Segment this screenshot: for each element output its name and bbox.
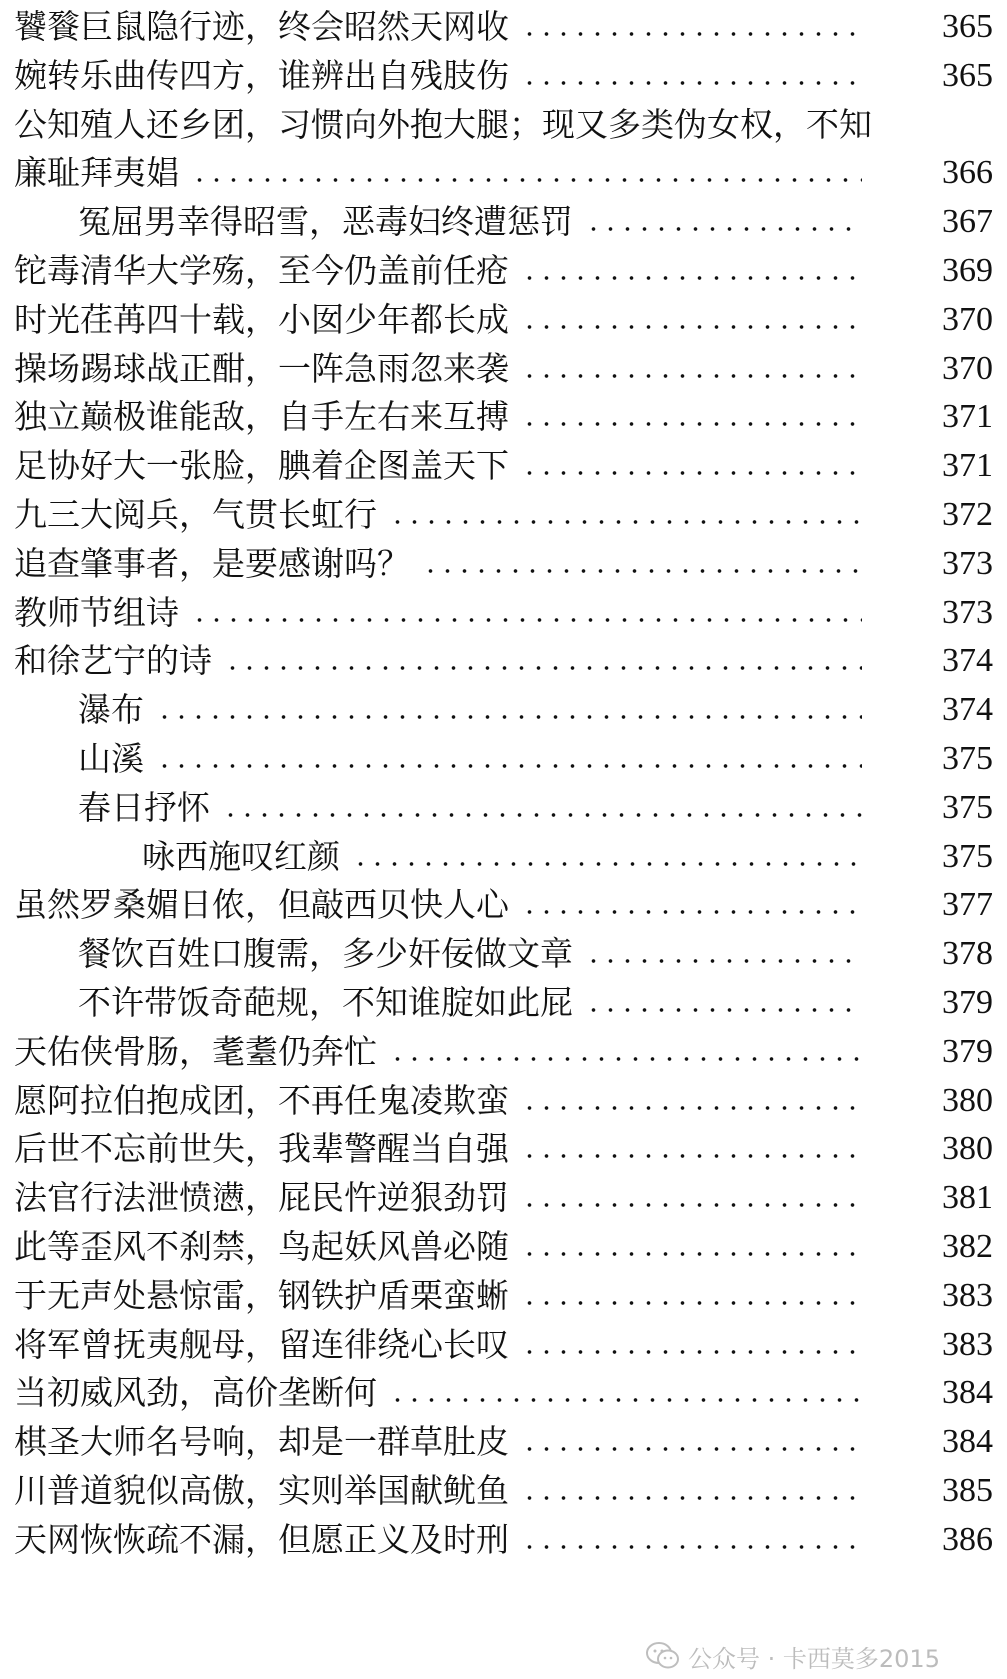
toc-entry bbox=[0, 733, 1007, 785]
toc-leader-dots bbox=[521, 1153, 862, 1159]
toc-entry bbox=[0, 1416, 1007, 1468]
watermark bbox=[646, 1638, 940, 1674]
toc-entry-page: 384 bbox=[942, 1374, 993, 1412]
toc-entry bbox=[0, 1, 1007, 53]
wechat-icon bbox=[646, 1642, 680, 1670]
toc-leader-dots bbox=[521, 80, 862, 86]
toc-entry-title: 九三大阅兵，气贯长虹行 bbox=[14, 495, 377, 534]
toc-entry-title: 春日抒怀 bbox=[78, 787, 210, 827]
toc-entry bbox=[0, 50, 1007, 102]
toc-leader-dots bbox=[422, 568, 862, 574]
toc-entry-page: 372 bbox=[942, 496, 993, 533]
toc-entry-title: 天网恢恢疏不漏，但愿正义及时刑 bbox=[14, 1519, 509, 1559]
toc-entry bbox=[0, 635, 1007, 687]
toc-entry-title: 足协好大一张脸，腆着企图盖天下 bbox=[14, 446, 509, 486]
toc-entry-title: 饕餮巨鼠隐行迹，终会昭然天网收 bbox=[14, 7, 509, 46]
toc-entry bbox=[0, 1123, 1007, 1175]
toc-leader-dots bbox=[521, 1349, 862, 1355]
toc-entry-page: 380 bbox=[942, 1130, 993, 1168]
toc-leader-dots bbox=[585, 226, 862, 232]
toc-entry-title: 于无声处悬惊雷，钢铁护盾栗蛮蜥 bbox=[14, 1275, 509, 1315]
toc-entry-title: 此等歪风不刹禁，鸟起妖风兽必随 bbox=[14, 1227, 509, 1266]
toc-entry-page: 386 bbox=[942, 1520, 993, 1558]
toc-leader-dots bbox=[521, 1300, 862, 1306]
toc-entry-page: 379 bbox=[942, 984, 993, 1021]
toc-leader-dots bbox=[191, 177, 862, 183]
toc-entry bbox=[0, 782, 1007, 834]
toc-entry-page: 374 bbox=[942, 642, 993, 680]
toc-entry-page: 370 bbox=[942, 300, 993, 338]
toc-entry bbox=[0, 879, 1007, 931]
toc-entry-page: 373 bbox=[942, 544, 993, 582]
toc-leader-dots bbox=[521, 909, 862, 915]
toc-entry bbox=[0, 1270, 1007, 1322]
toc-leader-dots bbox=[521, 324, 862, 330]
toc-entry-title: 时光荏苒四十载，小囡少年都长成 bbox=[14, 299, 509, 339]
toc-entry-page: 371 bbox=[942, 447, 993, 485]
watermark-text: 公众号 · 卡西莫多2015 bbox=[688, 1644, 940, 1673]
toc-leader-dots bbox=[191, 617, 862, 623]
toc-entry bbox=[0, 343, 1007, 395]
toc-leader-dots bbox=[521, 1544, 862, 1550]
toc-entry-title: 川普道貌似高傲，实则举国献鱿鱼 bbox=[14, 1471, 509, 1510]
toc-entry bbox=[0, 1221, 1007, 1273]
toc-entry bbox=[0, 831, 1007, 883]
toc-leader-dots bbox=[156, 763, 862, 769]
toc-entry-page: 365 bbox=[942, 8, 993, 45]
toc-entry-title: 天佑侠骨肠，耄耋仍奔忙 bbox=[14, 1031, 377, 1071]
toc-entry-page: 383 bbox=[942, 1276, 993, 1314]
toc-entry bbox=[0, 977, 1007, 1029]
toc-entry-page: 374 bbox=[942, 691, 993, 729]
toc-leader-dots bbox=[156, 714, 862, 720]
toc-entry-title: 咏西施叹红颜 bbox=[142, 836, 340, 876]
toc-leader-dots bbox=[389, 519, 862, 525]
toc-entry-page: 373 bbox=[942, 593, 993, 631]
toc-leader-dots bbox=[521, 373, 862, 379]
toc-entry-page: 385 bbox=[942, 1472, 993, 1509]
toc-entry-title: 教师节组诗 bbox=[14, 592, 179, 632]
toc-leader-dots bbox=[224, 665, 862, 671]
toc-entry-title: 不许带饭奇葩规，不知谁腚如此屁 bbox=[78, 983, 573, 1022]
toc-entry-page: 377 bbox=[942, 886, 993, 924]
toc-entry bbox=[0, 1465, 1007, 1517]
toc-leader-dots bbox=[585, 958, 862, 964]
toc-entry bbox=[0, 928, 1007, 980]
toc-entry-page: 382 bbox=[942, 1228, 993, 1265]
toc-leader-dots bbox=[521, 1105, 862, 1111]
toc-entry bbox=[0, 684, 1007, 736]
toc-entry-page: 367 bbox=[942, 203, 993, 241]
toc-entry-page: 375 bbox=[942, 740, 993, 777]
toc-entry bbox=[0, 587, 1007, 639]
toc-leader-dots bbox=[585, 1007, 862, 1013]
toc-entry-page: 381 bbox=[942, 1179, 993, 1217]
toc-entry-title: 餐饮百姓口腹需，多少奸佞做文章 bbox=[78, 934, 573, 974]
toc-entry-title: 山溪 bbox=[78, 739, 144, 778]
toc-leader-dots bbox=[521, 1202, 862, 1208]
toc-entry-page: 375 bbox=[942, 788, 993, 826]
toc-leader-dots bbox=[521, 275, 862, 281]
toc-entry bbox=[0, 147, 1007, 199]
toc-entry-title: 后世不忘前世失，我辈警醒当自强 bbox=[14, 1129, 509, 1169]
toc-entry-title: 追查肇事者，是要感谢吗？ bbox=[14, 543, 410, 583]
toc-entry-title: 瀑布 bbox=[78, 690, 144, 730]
toc-entry-page: 366 bbox=[942, 154, 993, 192]
toc-leader-dots bbox=[352, 861, 862, 867]
toc-entry bbox=[0, 1319, 1007, 1371]
toc-entry bbox=[0, 245, 1007, 297]
toc-entry bbox=[0, 1367, 1007, 1419]
toc-entry-page: 370 bbox=[942, 349, 993, 387]
toc-entry bbox=[0, 99, 1007, 151]
toc-leader-dots bbox=[222, 812, 862, 818]
toc-entry-title: 廉耻拜夷娼 bbox=[14, 153, 179, 193]
toc-entry-page: 380 bbox=[942, 1081, 993, 1119]
toc-entry-page: 383 bbox=[942, 1325, 993, 1363]
toc-entry-title: 当初威风劲，高价垄断何 bbox=[14, 1373, 377, 1413]
toc-entry-page: 375 bbox=[942, 837, 993, 875]
toc-entry-title: 愿阿拉伯抱成团，不再任鬼凌欺蛮 bbox=[14, 1080, 509, 1120]
toc-entry-title: 法官行法泄愤懑，屁民忤逆狠劲罚 bbox=[14, 1178, 509, 1218]
toc-leader-dots bbox=[521, 1251, 862, 1257]
toc-leader-dots bbox=[389, 1056, 862, 1062]
toc-entry-title: 将军曾抚夷舰母，留连徘绕心长叹 bbox=[14, 1324, 509, 1364]
toc-entry-title: 铊毒清华大学殇，至今仍盖前任疮 bbox=[14, 251, 509, 290]
toc-leader-dots bbox=[521, 31, 862, 37]
toc-entry-page: 378 bbox=[942, 935, 993, 973]
toc-entry-title: 冤屈男幸得昭雪，恶毒妇终遭惩罚 bbox=[78, 202, 573, 242]
toc-entry bbox=[0, 391, 1007, 443]
toc-leader-dots bbox=[521, 1446, 862, 1452]
toc-entry-page: 384 bbox=[942, 1423, 993, 1461]
toc-entry-title: 和徐艺宁的诗 bbox=[14, 641, 212, 681]
toc-entry-title: 独立巅极谁能敌，自手左右来互搏 bbox=[14, 397, 509, 437]
toc-entry-title: 虽然罗桑媚日侬，但敲西贝快人心 bbox=[14, 885, 509, 925]
toc-leader-dots bbox=[521, 470, 862, 476]
toc-entry-title: 棋圣大师名号响，却是一群草肚皮 bbox=[14, 1422, 509, 1462]
toc-entry-title: 婉转乐曲传四方，谁辨出自残肢伤 bbox=[14, 55, 509, 95]
toc-entry-page: 379 bbox=[942, 1032, 993, 1070]
toc-entry bbox=[0, 538, 1007, 590]
toc-entry bbox=[0, 294, 1007, 346]
toc-leader-dots bbox=[389, 1397, 862, 1403]
toc-entry bbox=[0, 440, 1007, 492]
toc-entry bbox=[0, 1075, 1007, 1127]
toc-entry bbox=[0, 196, 1007, 248]
toc-entry-title: 公知殖人还乡团，习惯向外抱大腿；现又多类伪女权，不知 bbox=[14, 104, 872, 144]
toc-entry-page: 365 bbox=[942, 56, 993, 94]
toc-entry bbox=[0, 1514, 1007, 1566]
toc-entry bbox=[0, 1026, 1007, 1078]
toc-entry-page: 371 bbox=[942, 398, 993, 436]
toc-entry bbox=[0, 489, 1007, 541]
toc-entry-page: 369 bbox=[942, 252, 993, 289]
toc-leader-dots bbox=[521, 421, 862, 427]
toc-entry bbox=[0, 1172, 1007, 1224]
toc-entry-title: 操场踢球战正酣，一阵急雨忽来袭 bbox=[14, 348, 509, 388]
toc-leader-dots bbox=[521, 1495, 862, 1501]
